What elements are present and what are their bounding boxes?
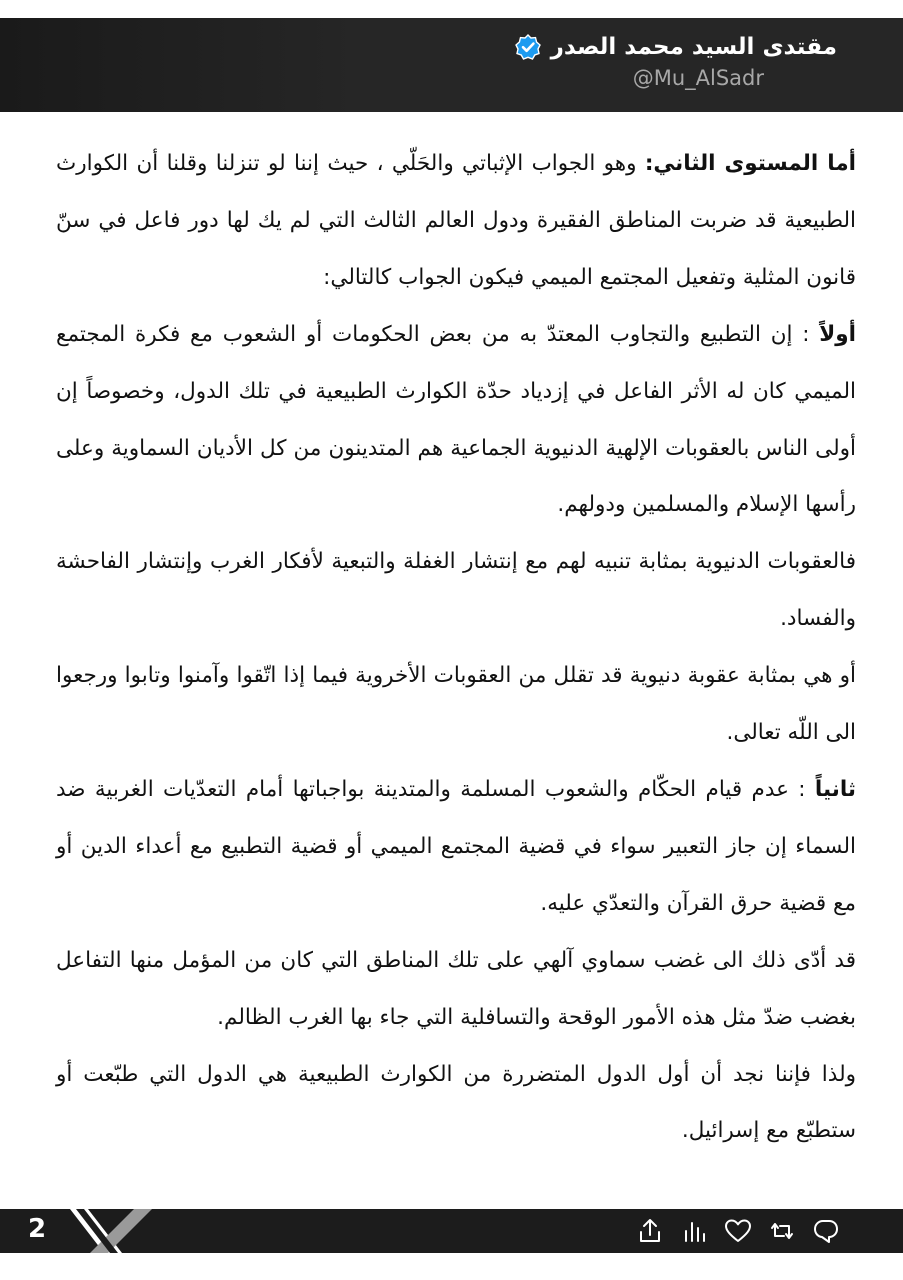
paragraph-label: أما المستوى الثاني:	[644, 151, 856, 176]
paragraph-first-point	[56, 307, 856, 535]
paragraph-text: : عدم قيام الحكّام والشعوب المسلمة والمتدينة بواجباتها أمام التعدّيات الغربية ضد السماء إن جاز التعبير سواء في قضية المجتمع الميمي أو قضية التطبيع مع أعداء الدين أو مع قضية حرق القرآن والتعدّي عليه.	[56, 776, 856, 916]
share-icon[interactable]	[635, 1217, 665, 1245]
paragraph-conclusion: ولذا فإننا نجد أن أول الدول المتضررة من الكوارث الطبيعية هي الدول التي طبّعت أو ستطبّع مع إسرائيل.	[56, 1061, 856, 1144]
post-body	[56, 136, 856, 1160]
paragraph-divine-anger: قد أدّى ذلك الى غضب سماوي آلهي على تلك المناطق التي كان من المؤمل منها التفاعل بغضب ضدّ مثل هذه الأمور الوقحة والتسافلية التي جاء بها الغرب الظالم.	[56, 947, 856, 1030]
paragraph-text: وهو الجواب الإثباتي والحَلّي ، حيث إننا لو تنزلنا وقلنا أن الكوارث الطبيعية قد ضربت المناطق الفقيرة ودول العالم الثالث التي لم يك لها دور فاعل في سنّ قانون المثلية وتفعيل المجتمع الميمي فيكون الجواب كالتالي:	[56, 151, 856, 290]
post-header	[0, 18, 903, 112]
verified-badge-icon	[515, 34, 541, 60]
action-bar	[635, 1217, 841, 1245]
paragraph-label: أولاً	[819, 321, 856, 347]
display-name[interactable]: مقتدى السيد محمد الصدر	[550, 34, 837, 60]
views-icon[interactable]	[679, 1217, 709, 1245]
user-handle[interactable]: @Mu_AlSadr	[632, 66, 764, 90]
paragraph-second-point	[56, 762, 856, 933]
repost-icon[interactable]	[767, 1217, 797, 1245]
like-icon[interactable]	[723, 1217, 753, 1245]
paragraph-second-level	[56, 136, 856, 307]
paragraph-worldly-punishment: فالعقوبات الدنيوية بمثابة تنبيه لهم مع إنتشار الغفلة والتبعية لأفكار الغرب وإنتشار الفاحشة والفساد.	[56, 549, 856, 632]
x-logo-icon	[62, 1209, 162, 1253]
paragraph-lessening-punishment: أو هي بمثابة عقوبة دنيوية قد تقلل من العقوبات الأخروية فيما إذا اتّقوا وآمنوا وتابوا ورجعوا الى اللّه تعالى.	[56, 663, 856, 746]
reply-icon[interactable]	[811, 1217, 841, 1245]
page-number: 2	[28, 1214, 47, 1244]
paragraph-label: ثانياً	[814, 776, 856, 802]
post-footer	[0, 1209, 903, 1253]
paragraph-text: : إن التطبيع والتجاوب المعتدّ به من بعض الحكومات أو الشعوب مع فكرة المجتمع الميمي كان له الأثر الفاعل في إزدياد حدّة الكوارث الطبيعية في تلك الدول، وخصوصاً إن أولى الناس بالعقوبات الإلهية الدنيوية الجماعية هم المتدينون من كل الأديان السماوية وعلى رأسها الإسلام والمسلمين ودولهم.	[56, 321, 856, 518]
